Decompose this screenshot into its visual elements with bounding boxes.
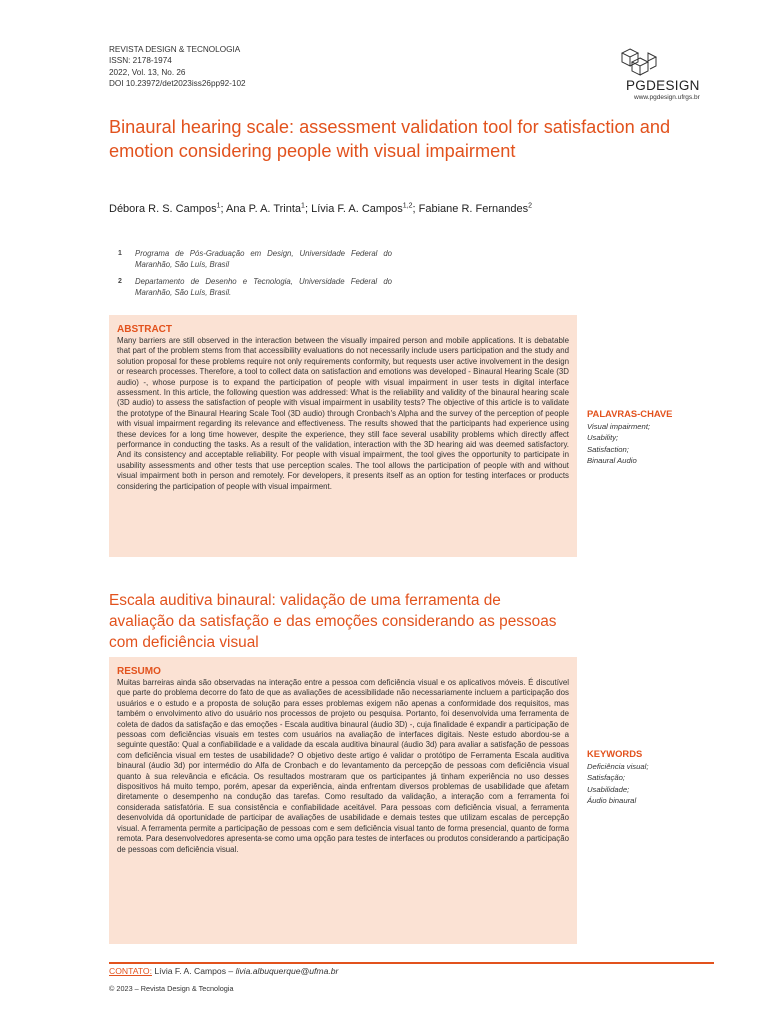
affiliation-2 [118, 276, 392, 298]
author: Débora R. S. Campos$^1$; [109, 202, 227, 215]
contact-email-link[interactable]: livia.albuquerque@ufma.br [235, 966, 339, 976]
keyword-item: Usabilidade; [587, 784, 630, 794]
affiliation-number: 2 [118, 278, 122, 285]
resumo-box [109, 657, 577, 944]
keyword-item: Áudio binaural [587, 796, 637, 806]
keyword-item: Satisfação; [587, 773, 626, 783]
palavras-chave-heading: PALAVRAS-CHAVE [587, 408, 673, 419]
keyword-item: Binaural Audio [587, 456, 637, 466]
author: Ana P. A. Trinta$^1$; [226, 202, 312, 215]
contact-line [109, 966, 338, 976]
palavras-chave-panel [587, 408, 707, 467]
contact-label: CONTATO: [109, 966, 152, 976]
copyright: © 2023 – Revista Design & Tecnologia [109, 984, 234, 993]
affiliation-1 [118, 248, 392, 270]
keyword-item: Satisfaction; [587, 444, 629, 454]
issn: ISSN: 2178-1974 [109, 56, 172, 66]
footer-divider [109, 962, 714, 964]
pgdesign-cube-icon [621, 48, 657, 82]
article-title: Binaural hearing scale: assessment validation tool for satisfaction and emotion considering people with visual impairment [109, 117, 671, 161]
affiliation-number: 1 [118, 250, 122, 257]
keyword-item: Visual impairment; [587, 422, 651, 431]
abstract-box [109, 315, 577, 557]
journal-header [109, 44, 246, 89]
portuguese-title: Escala auditiva binaural: validação de uma ferramenta de avaliação da satisfação e das emoções considerando as pessoas com deficiência visual [109, 592, 557, 651]
author-list [109, 202, 532, 215]
abstract-text: Many barriers are still observed in the interaction between the visually impaired person and mobile applications. It is debatable that part of the problem stems from that accessibility evaluations do not necessarily include users participation and the study and solution proposal for these problems require not only requirements conformity, but requests user active involvement in the design or research processes. Therefore, a tool to collect data on satisfaction and emotions was developed - Binaural Hearing Scale (3D audio) -, whose purpose is to expand the participation of people with visual impairment in user tests in digital interface assessment. In this article, the following question was addressed: What is the reliability and validity of the binaural hearing scale (3D audio) to assess the satisfaction of people with visual impairment in usability tests? The objective of this article is to validate the prototype of the Binaural Hearing Scale Tool (3D audio) through Cronbach's Alpha and the survey of the perception of people with visual impairment regarding its relevance and effectiveness. The results showed that the participants had experience using these devices for a long time however, despite the experience, they still face several usability problems which directly affect performance in conducting the tasks. As a result of the validation, interaction with the 3D hearing aid was deemed satisfactory. And its consistency and acceptable reliability. For people with visual impairment, the tool gives the opportunity to participate in usability assessments and other tests that use perception scales. The tool allows the participation of people with and without visual impairment both in person and remotely. For developers, it presents itself as an option for testing interfaces or products considering the participation of people with visual impairment. [117, 336, 569, 491]
keyword-item: Usability; [587, 433, 619, 443]
author: Lívia F. A. Campos$^{1,2}$; [311, 202, 419, 215]
logo-url[interactable]: www.pgdesign.ufrgs.br [634, 94, 700, 101]
affiliation-text: Programa de Pós-Graduação em Design, Universidade Federal do Maranhão, São Luís, Brasil [135, 249, 392, 269]
resumo-text: Muitas barreiras ainda são observadas na interação entre a pessoa com deficiência visual e os aplicativos móveis. É discutível que parte do problema decorre do fato de que as avaliações de acessibilidade não necessariamente incluem a participação dos usuários e o estudo e a proposta de solução para esses problemas exigem não apenas a conformidade dos requisitos, mas também o envolvimento ativo do usuário nos processos de projeto ou pesquisa. Portanto, foi desenvolvida uma ferramenta de coleta de dados da satisfação e das emoções - Escala auditiva binaural (áudio 3D) -, cuja finalidade é expandir a participação de pessoas com deficiências visuais em testes com usuários na avaliação de interfaces digitais. Neste estudo abordou-se a seguinte questão: Qual a confiabilidade e a validade da escala auditiva binaural (áudio 3d) para avaliar a satisfação de pessoas com deficiência visual em testes de usabilidade? O objetivo deste artigo é validar o protótipo de Ferramenta Escala auditiva binaural (áudio 3d) por intermédio do Alfa de Cronbach e do levantamento da percepção de pessoas com deficiência visual quanto à sua relevância e eficácia. Os resultados mostraram que os participantes já tinham experiência no uso desses dispositivos há muito tempo, porém, apesar da experiência, ainda enfrentam diversos problemas de usabilidade que afetam diretamente o desempenho na condução das tarefas. Como resultado da validação, a interação com a ferramenta foi considerada satisfatória. E sua consistência e confiabilidade aceitável. Para pessoas com deficiência visual, a ferramenta desenvolvida dá oportunidade de participar de avaliações de usabilidade e demais testes que utilizam escalas de percepção visual. A ferramenta permite a participação de pessoas com e sem deficiência visual tanto de forma presencial, quanto de forma remota. Para desenvolvedores apresenta-se como uma opção para testes de interfaces ou produtos considerando a participação de pessoas com deficiência visual. [117, 678, 569, 854]
affiliation-text: Departamento de Desenho e Tecnologia, Universidade Federal do Maranhão, São Luís, Brasil. [135, 277, 392, 297]
abstract-heading: ABSTRACT [117, 324, 172, 335]
pgdesign-logo[interactable] [620, 48, 710, 104]
keyword-item: Deficiência visual; [587, 762, 649, 771]
doi[interactable]: DOI 10.23972/det2023iss26pp92-102 [109, 78, 246, 88]
keywords-panel [587, 748, 707, 807]
volume-info: 2022, Vol. 13, No. 26 [109, 67, 186, 77]
logo-wordmark: PGDESIGN [626, 78, 700, 93]
contact-name: Lívia F. A. Campos – [154, 966, 236, 976]
keywords-heading: KEYWORDS [587, 748, 643, 759]
journal-name: REVISTA DESIGN & TECNOLOGIA [109, 45, 241, 54]
author: Fabiane R. Fernandes$^2$ [418, 202, 533, 215]
resumo-heading: RESUMO [117, 666, 161, 677]
